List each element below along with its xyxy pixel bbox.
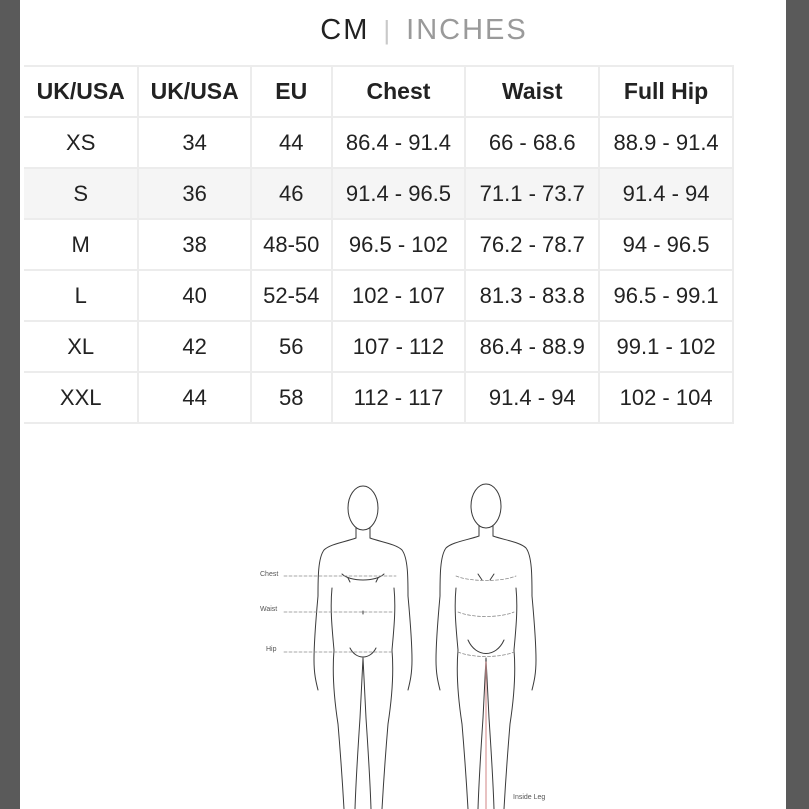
unit-inches-option[interactable]: INCHES <box>406 13 528 46</box>
cell-chest: 86.4 - 91.4 <box>333 118 467 169</box>
cell-chest: 112 - 117 <box>333 373 467 424</box>
cell-waist: 66 - 68.6 <box>466 118 600 169</box>
cell-size: M <box>24 220 139 271</box>
header-eu: EU <box>252 65 333 118</box>
cell-full-hip: 88.9 - 91.4 <box>600 118 734 169</box>
cell-size: XXL <box>24 373 139 424</box>
cell-size: XL <box>24 322 139 373</box>
header-chest: Chest <box>333 65 467 118</box>
waist-label: Waist <box>260 606 278 613</box>
table-row <box>24 322 734 373</box>
cell-waist: 71.1 - 73.7 <box>466 169 600 220</box>
size-table-container[interactable] <box>36 65 760 410</box>
cell-full-hip: 91.4 - 94 <box>600 169 734 220</box>
table-row <box>24 169 734 220</box>
cell-chest: 91.4 - 96.5 <box>333 169 467 220</box>
cell-chest: 102 - 107 <box>333 271 467 322</box>
table-header-row <box>24 65 734 118</box>
size-table <box>24 65 734 424</box>
cell-eu: 48-50 <box>252 220 333 271</box>
cell-full-hip: 102 - 104 <box>600 373 734 424</box>
cell-uk-usa: 36 <box>139 169 252 220</box>
measurement-lines <box>284 576 516 657</box>
cell-eu: 52-54 <box>252 271 333 322</box>
unit-separator: | <box>383 14 393 45</box>
cell-uk-usa: 44 <box>139 373 252 424</box>
unit-cm-option[interactable]: CM <box>320 13 370 46</box>
front-figure <box>314 486 412 809</box>
header-size-region: UK/USA <box>24 65 139 118</box>
header-full-hip: Full Hip <box>600 65 734 118</box>
cell-waist: 86.4 - 88.9 <box>466 322 600 373</box>
unit-toggle <box>20 10 786 50</box>
body-figures-illustration <box>230 478 550 809</box>
cell-waist: 76.2 - 78.7 <box>466 220 600 271</box>
body-measurement-diagram <box>230 478 550 809</box>
header-uk-usa: UK/USA <box>139 65 252 118</box>
cell-waist: 91.4 - 94 <box>466 373 600 424</box>
cell-full-hip: 96.5 - 99.1 <box>600 271 734 322</box>
cell-uk-usa: 42 <box>139 322 252 373</box>
table-row <box>24 271 734 322</box>
cell-size: S <box>24 169 139 220</box>
cell-chest: 96.5 - 102 <box>333 220 467 271</box>
header-waist: Waist <box>466 65 600 118</box>
table-row <box>24 373 734 424</box>
cell-eu: 44 <box>252 118 333 169</box>
cell-uk-usa: 38 <box>139 220 252 271</box>
table-row <box>24 118 734 169</box>
cell-size: XS <box>24 118 139 169</box>
size-chart-page <box>20 0 786 809</box>
back-chest-line <box>456 576 516 581</box>
chest-label: Chest <box>260 571 279 578</box>
hip-label: Hip <box>266 646 277 653</box>
cell-size: L <box>24 271 139 322</box>
cell-waist: 81.3 - 83.8 <box>466 271 600 322</box>
back-hip-line <box>458 652 514 657</box>
cell-full-hip: 94 - 96.5 <box>600 220 734 271</box>
cell-uk-usa: 40 <box>139 271 252 322</box>
cell-eu: 56 <box>252 322 333 373</box>
inside-leg-label: Inside Leg <box>513 794 546 801</box>
back-waist-line <box>458 612 514 617</box>
cell-full-hip: 99.1 - 102 <box>600 322 734 373</box>
table-row <box>24 220 734 271</box>
cell-eu: 58 <box>252 373 333 424</box>
cell-chest: 107 - 112 <box>333 322 467 373</box>
cell-eu: 46 <box>252 169 333 220</box>
cell-uk-usa: 34 <box>139 118 252 169</box>
